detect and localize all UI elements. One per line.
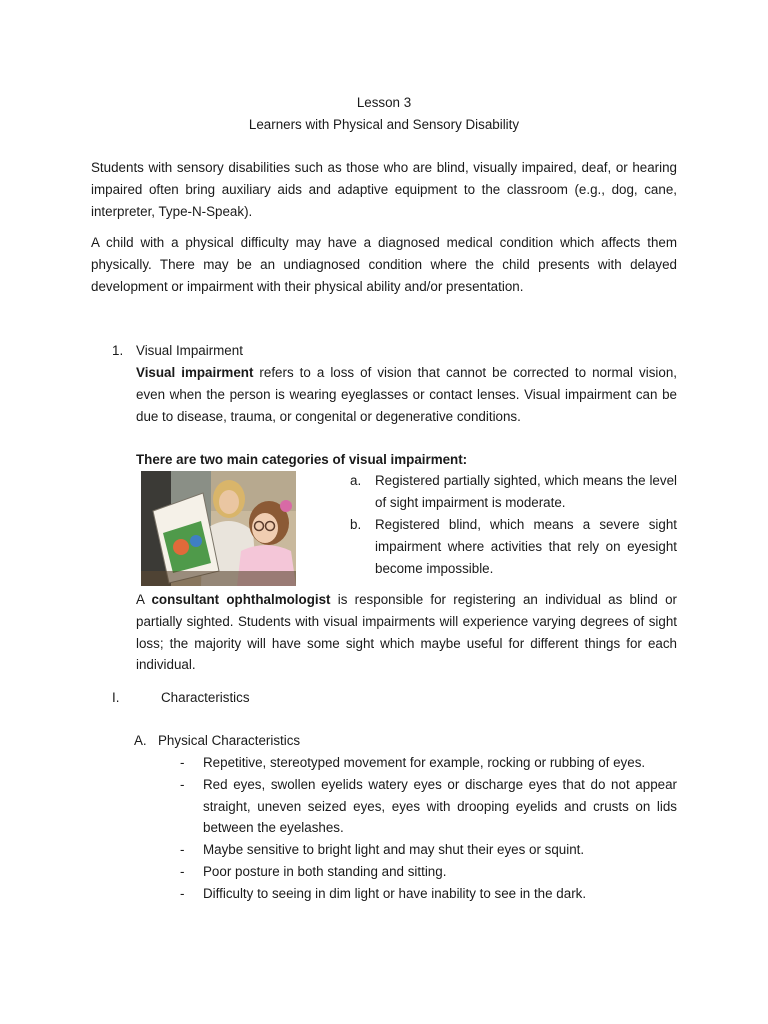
list-item	[180, 774, 677, 839]
characteristics-label: I.	[112, 690, 120, 705]
category-text: Registered partially sighted, which means the level of sight impairment is moderate.	[375, 473, 677, 510]
dash-bullet: -	[180, 755, 185, 770]
ophthalmologist-paragraph	[136, 589, 677, 676]
section-heading: Visual Impairment	[136, 343, 243, 358]
dash-bullet: -	[180, 885, 185, 901]
ophthalmologist-prefix: A	[136, 592, 152, 607]
lesson-title: Learners with Physical and Sensory Disability	[248, 117, 520, 132]
categories-heading: There are two main categories of visual impairment:	[136, 452, 468, 467]
intro-paragraph-1: Students with sensory disabilities such as those who are blind, visually impaired, deaf, or hearing impaired often bring auxiliary aids and adaptive equipment to the classroom (e.g., dog, cane, interpreter, Type-N-Speak).	[91, 160, 677, 219]
intro-paragraph-2: A child with a physical difficulty may have a diagnosed medical condition which affects them physically. There may be an undiagnosed condition where the child presents with delayed development or impairment with their physical ability and/or presentation.	[91, 235, 677, 294]
list-item	[180, 883, 677, 905]
category-label: b.	[350, 517, 362, 532]
characteristics-title: Characteristics	[161, 690, 250, 705]
visual-impairment-definition	[136, 362, 677, 427]
photo-illustration	[141, 471, 296, 586]
dash-bullet: -	[180, 776, 185, 792]
ophthalmologist-text: is responsible for registering an individual as blind or partially sighted. Students with visual impairments will experience varying degrees of sight loss; the majority will have some sight which maybe useful for different things for each individual.	[136, 592, 677, 673]
list-item-text: Red eyes, swollen eyelids watery eyes or discharge eyes that do not appear straight, uneven seized eyes, eyes with drooping eyelids and crusts on lids between the eyelashes.	[203, 776, 677, 836]
ophthalmologist-term: consultant ophthalmologist	[151, 592, 331, 607]
list-item-text: Maybe sensitive to bright light and may shut their eyes or squint.	[203, 842, 585, 858]
dash-bullet: -	[180, 863, 185, 879]
category-label: a.	[350, 473, 362, 488]
subsection-title: Physical Characteristics	[158, 733, 301, 748]
teacher-child-reading-photo	[141, 471, 296, 586]
subsection-label: A.	[134, 733, 147, 748]
list-item-text: Repetitive, stereotyped movement for example, rocking or rubbing of eyes.	[203, 755, 646, 770]
physical-characteristics-list	[180, 752, 677, 905]
list-item	[180, 839, 677, 861]
category-text: Registered blind, which means a severe sight impairment where activities that rely on eyesight become impossible.	[375, 517, 677, 576]
list-item-text: Difficulty to seeing in dim light or have inability to see in the dark.	[203, 885, 587, 901]
list-item-text: Poor posture in both standing and sitting.	[203, 863, 447, 879]
list-item	[180, 861, 677, 883]
definition-text: refers to a loss of vision that cannot be corrected to normal vision, even when the person is wearing eyeglasses or contact lenses. Visual impairment can be due to disease, trauma, or congenital or degenerative conditions.	[136, 365, 677, 424]
definition-term: Visual impairment	[136, 365, 254, 380]
list-item	[180, 752, 677, 774]
dash-bullet: -	[180, 842, 185, 858]
lesson-number: Lesson 3	[356, 95, 412, 110]
section-number: 1.	[112, 343, 124, 358]
